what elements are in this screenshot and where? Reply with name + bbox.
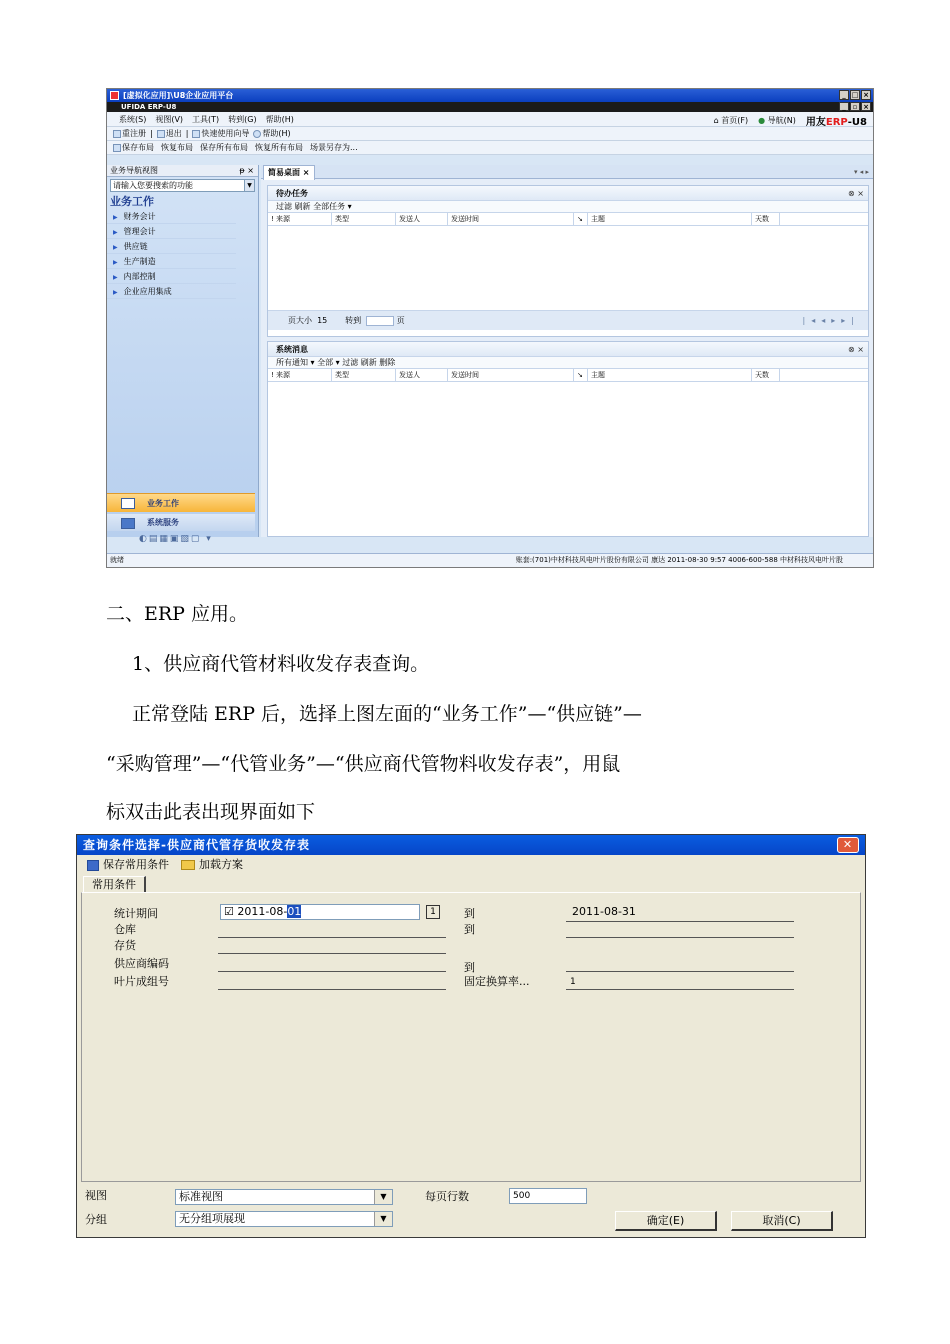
blade-group-field[interactable] — [218, 989, 446, 990]
supplier-code-label: 供应商编码 — [114, 957, 169, 970]
col-send-time[interactable]: 发送时间 — [448, 369, 574, 381]
todo-tasks-panel — [267, 185, 869, 337]
business-nav-panel — [107, 165, 259, 544]
goto-page-input[interactable] — [366, 316, 394, 326]
system-messages-panel — [267, 341, 869, 537]
fixed-rate-underline — [566, 989, 794, 990]
todo-toolbar[interactable]: 过滤 刷新 全部任务 ▾ — [268, 201, 868, 213]
navigation-link[interactable]: ● 导航(N) — [758, 116, 796, 125]
col-sort[interactable]: ↘ — [574, 213, 588, 225]
sysmsg-grid-header — [268, 369, 868, 382]
tab-common-conditions[interactable]: 常用条件 — [83, 876, 146, 893]
blade-group-label: 叶片成组号 — [114, 975, 169, 988]
guide-icon — [192, 130, 200, 138]
fixed-rate-label: 固定换算率... — [464, 975, 530, 988]
group-label: 分组 — [85, 1213, 107, 1226]
restore-all-layouts-button[interactable]: 恢复所有布局 — [255, 143, 303, 152]
tab-business-work[interactable]: 业务工作 — [107, 493, 255, 512]
group-select[interactable]: 无分组项展现 ▼ — [175, 1211, 393, 1227]
paragraph-line-2: “采购管理”—“代管业务”—“供应商代管物料收发存表”，用鼠 — [106, 753, 621, 775]
nav-item-manufacturing[interactable]: ▶ 生产制造 — [107, 254, 236, 269]
document-tabs — [261, 165, 873, 179]
app-close-button[interactable]: × — [861, 102, 871, 111]
cancel-button[interactable]: 取消(C) — [731, 1211, 833, 1231]
window-titlebar — [107, 89, 873, 102]
col-subject[interactable]: 主题 — [588, 213, 752, 225]
stock-field[interactable] — [218, 953, 446, 954]
exit-button[interactable]: 退出 — [157, 128, 182, 139]
todo-grid-header — [268, 213, 868, 226]
home-icon: ⌂ — [713, 116, 719, 125]
nav-item-supply-chain[interactable]: ▶ 供应链 — [107, 239, 236, 254]
nav-section-title: 业务工作 — [110, 195, 154, 208]
save-icon — [87, 860, 99, 871]
period-to-value[interactable]: 2011-08-31 — [572, 905, 636, 918]
period-to-label: 到 — [464, 907, 475, 920]
nav-item-internal-control[interactable]: ▶ 内部控制 — [107, 269, 236, 284]
todo-panel-header: 待办任务 ⊗ × — [268, 186, 868, 201]
erp-main-window-screenshot — [106, 88, 874, 568]
menu-tools[interactable]: 工具(T) — [192, 114, 220, 124]
function-search-input[interactable]: 请输入您要搜索的功能 ▼ — [110, 179, 255, 192]
tab-simple-desktop[interactable]: 简易桌面 × — [263, 165, 315, 180]
stock-label: 存货 — [114, 939, 136, 952]
supplier-to-field[interactable] — [566, 971, 794, 972]
col-subject[interactable]: 主题 — [588, 369, 752, 381]
view-label: 视图 — [85, 1189, 107, 1202]
supplier-to-label: 到 — [464, 961, 475, 974]
home-link[interactable]: ⌂ 首页(F) — [713, 116, 749, 125]
period-label: 统计期间 — [114, 907, 158, 920]
window-title: [虚拟化应用]\U8企业应用平台 — [123, 91, 234, 100]
tab-close-icon[interactable]: × — [302, 168, 310, 177]
period-from-checkbox[interactable]: ☑ — [224, 905, 234, 918]
menu-goto[interactable]: 转到(G) — [228, 114, 257, 124]
sysmsg-panel-header: 系统消息 ⊗ × — [268, 342, 868, 357]
dialog-close-button[interactable]: ✕ — [837, 837, 859, 853]
ok-button[interactable]: 确定(E) — [615, 1211, 717, 1231]
globe-icon: ● — [758, 116, 766, 125]
toolbar-primary: 重注册 | 退出 | 快速使用向导 帮助(H) — [107, 127, 873, 141]
chevron-down-icon[interactable]: ▼ — [374, 1212, 392, 1226]
col-type[interactable]: 类型 — [332, 369, 396, 381]
page-size-value[interactable]: 15 — [317, 316, 328, 325]
quick-guide-button[interactable]: 快速使用向导 — [192, 128, 249, 139]
rows-per-page-label: 每页行数 — [425, 1190, 469, 1203]
status-ready: 就绪 — [110, 556, 124, 564]
brand-logo: 用友ERP-U8 — [805, 117, 867, 128]
warehouse-to-field[interactable] — [566, 937, 794, 938]
chart-icon — [121, 498, 135, 509]
chevron-down-icon[interactable]: ▼ — [374, 1190, 392, 1204]
col-sender[interactable]: 发送人 — [396, 213, 448, 225]
save-layout-button[interactable]: 保存布局 — [113, 142, 154, 153]
tab-scroll-arrows[interactable]: ▾ ◂ ▸ — [854, 168, 869, 176]
nav-item-enterprise-integration[interactable]: ▶ 企业应用集成 — [107, 284, 236, 299]
app-minimize-button[interactable]: _ — [839, 102, 849, 111]
fixed-rate-value[interactable]: 1 — [570, 977, 576, 987]
panel-collapse-close[interactable]: ⊗ × — [848, 345, 864, 354]
nav-item-finance[interactable]: ▶ 财务会计 — [107, 209, 236, 224]
section-heading: 二、ERP 应用。 — [106, 603, 248, 625]
todo-pager: 页大小 15 转到 页 |◂◂▸▸| — [268, 310, 868, 330]
exit-icon — [157, 130, 165, 138]
help-button[interactable]: 帮助(H) — [253, 128, 290, 139]
paragraph-line-3: 标双击此表出现界面如下 — [106, 801, 316, 823]
col-sender[interactable]: 发送人 — [396, 369, 448, 381]
warehouse-label: 仓库 — [114, 923, 136, 936]
paragraph-line-1: 正常登陆 ERP 后，选择上图左面的“业务工作”—“供应链”— — [132, 703, 642, 725]
supplier-from-field[interactable] — [218, 971, 446, 972]
app-icon — [110, 91, 119, 100]
col-source[interactable]: ! 来源 — [268, 213, 332, 225]
warehouse-from-field[interactable] — [218, 937, 446, 938]
col-sort[interactable]: ↘ — [574, 369, 588, 381]
calendar-icon[interactable]: 1 — [426, 905, 440, 919]
dialog-titlebar — [77, 835, 865, 855]
sysmsg-toolbar[interactable]: 所有通知 ▾ 全部 ▾ 过滤 刷新 删除 — [268, 357, 868, 369]
reregister-button[interactable]: 重注册 — [113, 128, 146, 139]
minimize-button[interactable]: _ — [839, 90, 849, 100]
monitor-icon — [121, 518, 135, 529]
close-button[interactable]: × — [861, 90, 871, 100]
menu-view[interactable]: 视图(V) — [155, 114, 184, 124]
query-condition-dialog-screenshot — [76, 834, 866, 1238]
status-bar — [107, 553, 873, 567]
col-send-time[interactable]: 发送时间 — [448, 213, 574, 225]
nav-panel-pin-close[interactable]: ᵽ × — [239, 166, 254, 175]
menu-bar — [107, 112, 873, 127]
rows-per-page-input[interactable]: 500 — [509, 1188, 587, 1204]
pager-nav-buttons[interactable]: |◂◂▸▸| — [802, 316, 860, 325]
toolbar-layout — [107, 141, 873, 155]
nav-panel-header: 业务导航视图 ᵽ × — [107, 165, 258, 177]
help-icon — [253, 130, 261, 138]
dialog-title: 查询条件选择-供应商代管存货收发存表 — [83, 838, 310, 852]
col-type[interactable]: 类型 — [332, 213, 396, 225]
load-scheme-button[interactable]: 加载方案 — [181, 856, 243, 872]
app-titlebar — [107, 102, 873, 112]
save-scene-as-button[interactable]: 场景另存为... — [310, 143, 358, 152]
app-restore-button[interactable]: ▫ — [850, 102, 860, 111]
restore-layout-button[interactable]: 恢复布局 — [161, 143, 193, 152]
col-days[interactable]: 天数 — [752, 213, 780, 225]
status-account-info: 账套:(701)中材科技风电叶片股份有限公司 康达 2011-08-30 9:57 4006-600-588 中材科技风电叶片股 — [515, 556, 843, 564]
sub-heading: 1、供应商代管材料收发存表查询。 — [132, 653, 430, 675]
menu-help[interactable]: 帮助(H) — [265, 114, 294, 124]
warehouse-to-label: 到 — [464, 923, 475, 936]
app-title: UFIDA ERP-U8 — [121, 103, 177, 111]
conditions-form — [81, 892, 861, 1182]
nav-item-management-accounting[interactable]: ▶ 管理会计 — [107, 224, 236, 239]
panel-collapse-close[interactable]: ⊗ × — [848, 189, 864, 198]
maximize-button[interactable]: □ — [851, 91, 859, 99]
chevron-down-icon[interactable]: ▼ — [244, 180, 254, 191]
period-to-underline — [566, 921, 794, 922]
save-all-layouts-button[interactable]: 保存所有布局 — [200, 143, 248, 152]
nav-quick-icons[interactable]: ◐▤▦▣▧▢ ▾ — [139, 534, 213, 544]
period-from-input[interactable]: ☑ 2011-08-01 — [220, 904, 420, 920]
todo-grid-body — [268, 226, 868, 310]
menu-system[interactable]: 系统(S) — [119, 114, 147, 124]
dialog-toolbar — [77, 855, 865, 873]
save-icon — [113, 144, 121, 152]
view-select[interactable]: 标准视图 ▼ — [175, 1189, 393, 1205]
tab-system-service[interactable]: 系统服务 — [107, 514, 255, 531]
col-days[interactable]: 天数 — [752, 369, 780, 381]
folder-icon — [181, 860, 195, 870]
reregister-icon — [113, 130, 121, 138]
save-common-conditions-button[interactable]: 保存常用条件 — [87, 856, 169, 872]
col-source[interactable]: ! 来源 — [268, 369, 332, 381]
main-workspace — [261, 165, 873, 537]
